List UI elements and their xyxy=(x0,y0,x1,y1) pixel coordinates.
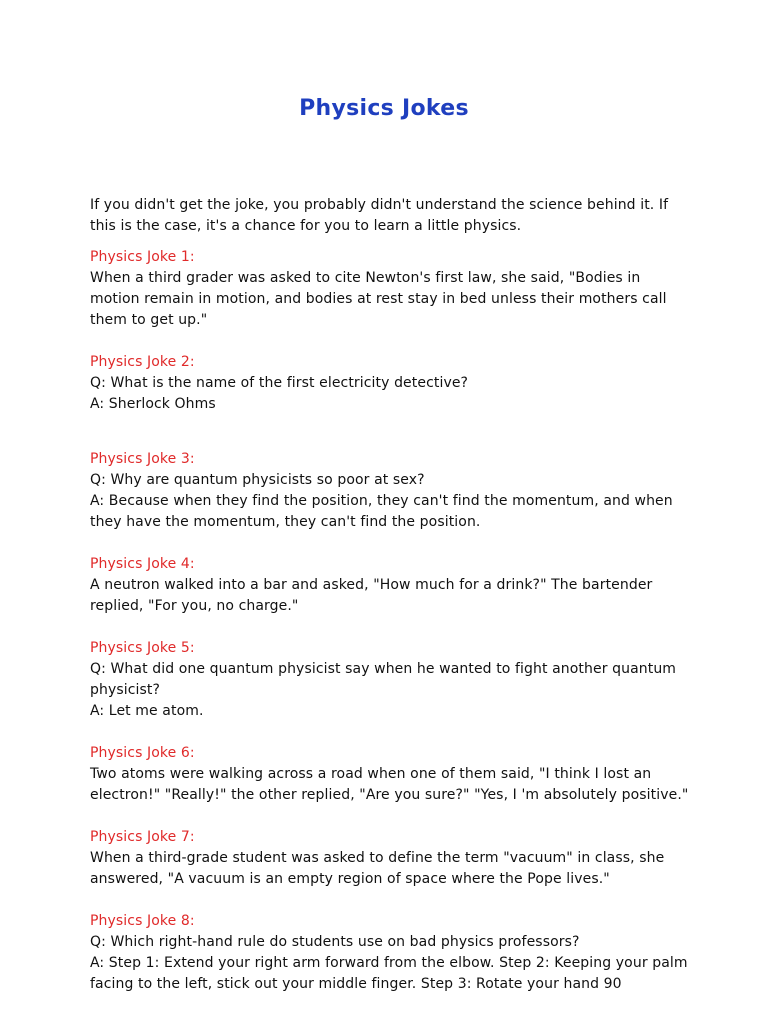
joke-heading: Physics Joke 6: xyxy=(90,745,195,761)
joke-2 xyxy=(90,352,690,415)
spacer xyxy=(90,722,690,743)
joke-question: Q: What did one quantum physicist say when he wanted to fight another quantum physicist? xyxy=(90,661,677,698)
joke-6 xyxy=(90,743,690,806)
spacer xyxy=(90,806,690,827)
joke-answer: A: Let me atom. xyxy=(90,703,204,719)
joke-answer: A: Sherlock Ohms xyxy=(90,396,216,412)
joke-answer: A: Step 1: Extend your right arm forward from the elbow. Step 2: Keeping your palm facing to the left, stick out your middle finger. Step 3: Rotate your hand 90 xyxy=(90,955,688,992)
joke-answer: A: Because when they find the position, they can't find the momentum, and when they have the momentum, they can't find the position. xyxy=(90,493,673,530)
spacer xyxy=(90,331,690,352)
joke-text: Two atoms were walking across a road when one of them said, "I think I lost an electron!" "Really!" the other replied, "Are you sure?" "Yes, I 'm absolutely positive." xyxy=(90,766,689,803)
joke-heading: Physics Joke 1: xyxy=(90,249,195,265)
joke-question: Q: Which right-hand rule do students use on bad physics professors? xyxy=(90,934,580,950)
joke-text: A neutron walked into a bar and asked, "How much for a drink?" The bartender replied, "For you, no charge." xyxy=(90,577,653,614)
joke-text: When a third grader was asked to cite Newton's first law, she said, "Bodies in motion remain in motion, and bodies at rest stay in bed unless their mothers call them to get up." xyxy=(90,270,667,328)
joke-text: When a third-grade student was asked to define the term "vacuum" in class, she answered, "A vacuum is an empty region of space where the Pope lives." xyxy=(90,850,665,887)
spacer xyxy=(90,890,690,911)
joke-4 xyxy=(90,554,690,617)
joke-heading: Physics Joke 8: xyxy=(90,913,195,929)
joke-1 xyxy=(90,247,690,331)
spacer xyxy=(90,617,690,638)
joke-8 xyxy=(90,911,690,995)
joke-3 xyxy=(90,449,690,533)
joke-heading: Physics Joke 5: xyxy=(90,640,195,656)
joke-5 xyxy=(90,638,690,722)
spacer xyxy=(90,415,690,449)
joke-7 xyxy=(90,827,690,890)
joke-question: Q: What is the name of the first electricity detective? xyxy=(90,375,469,391)
intro-paragraph: If you didn't get the joke, you probably didn't understand the science behind it. If this is the case, it's a chance for you to learn a little physics. xyxy=(90,197,669,234)
joke-heading: Physics Joke 2: xyxy=(90,354,195,370)
joke-heading: Physics Joke 7: xyxy=(90,829,195,845)
spacer xyxy=(90,533,690,554)
joke-heading: Physics Joke 4: xyxy=(90,556,195,572)
page-title: Physics Jokes xyxy=(299,96,469,121)
document-body xyxy=(90,195,690,995)
joke-question: Q: Why are quantum physicists so poor at sex? xyxy=(90,472,425,488)
joke-heading: Physics Joke 3: xyxy=(90,451,195,467)
